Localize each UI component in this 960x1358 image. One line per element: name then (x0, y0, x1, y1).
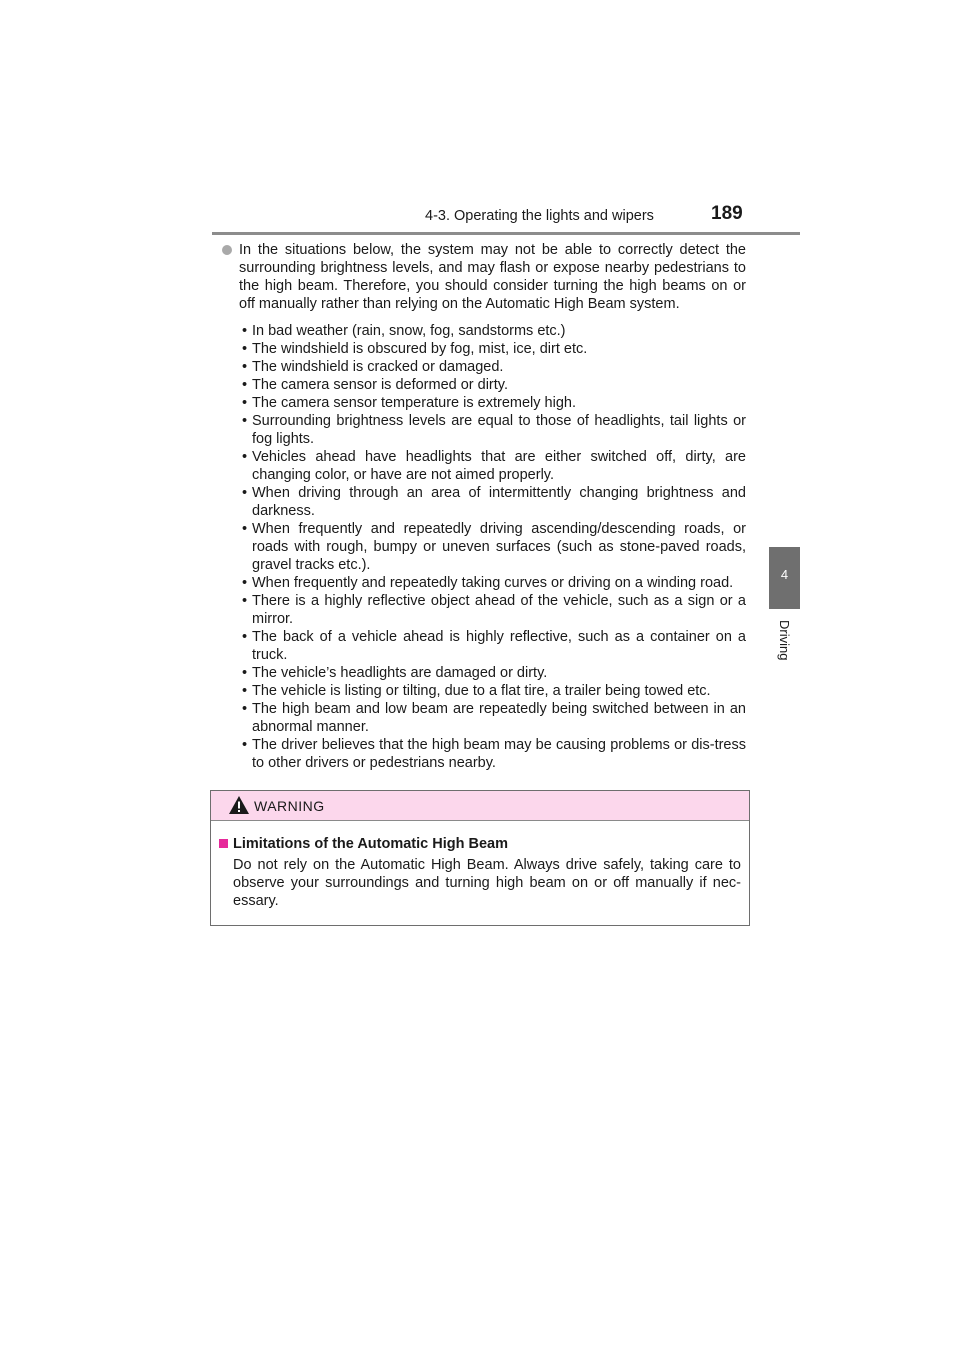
list-item: • Surrounding brightness levels are equal to those of headlights, tail lights or fog lights. (222, 412, 746, 448)
chapter-label: Driving (777, 620, 792, 661)
chapter-tab (769, 547, 800, 609)
list-item: • When frequently and repeatedly taking curves or driving on a winding road. (222, 574, 746, 592)
list-item: • There is a highly reflective object ahead of the vehicle, such as a sign or a mirror. (222, 592, 746, 628)
warning-header (211, 791, 749, 821)
warning-triangle-icon (228, 795, 250, 815)
square-bullet-icon (219, 839, 228, 848)
list-item: • In bad weather (rain, snow, fog, sandstorms etc.) (222, 322, 746, 340)
header-divider (212, 232, 800, 235)
warning-subheading-text: Limitations of the Automatic High Beam (233, 836, 508, 852)
list-item: • The camera sensor temperature is extremely high. (222, 394, 746, 412)
list-item: • The windshield is cracked or damaged. (222, 358, 746, 376)
warning-subheading (219, 835, 741, 853)
intro-text: In the situations below, the system may not be able to correctly detect the surrounding brightness levels, and may flash or expose nearby pedestrians to the high beam. Therefore, you should consider turning the high beams on or off manually rather than relying on the Automatic High Beam system. (239, 242, 746, 312)
intro-paragraph (222, 241, 746, 313)
list-item: • The high beam and low beam are repeatedly being switched between in an abnormal manner. (222, 700, 746, 736)
page-number: 189 (711, 203, 743, 224)
warning-body (211, 821, 749, 910)
conditions-list (222, 322, 746, 772)
warning-label: WARNING (254, 798, 325, 814)
list-item: • When driving through an area of intermittently changing brightness and darkness. (222, 484, 746, 520)
list-item: • The driver believes that the high beam may be causing problems or dis-tress to other drivers or pedestrians nearby. (222, 736, 746, 772)
list-item: • Vehicles ahead have headlights that are either switched off, dirty, are changing color, or have are not aimed properly. (222, 448, 746, 484)
warning-text: Do not rely on the Automatic High Beam. Always drive safely, taking care to observe your surroundings and turning high beam on or off manually if nec-essary. (233, 857, 741, 909)
list-item: • The windshield is obscured by fog, mist, ice, dirt etc. (222, 340, 746, 358)
list-item: • The vehicle’s headlights are damaged or dirty. (222, 664, 746, 682)
section-title: 4-3. Operating the lights and wipers (425, 208, 654, 224)
warning-box (210, 790, 750, 926)
list-item: • The vehicle is listing or tilting, due to a flat tire, a trailer being towed etc. (222, 682, 746, 700)
circle-bullet-icon (222, 245, 232, 255)
list-item: • The back of a vehicle ahead is highly reflective, such as a container on a truck. (222, 628, 746, 664)
list-item: • The camera sensor is deformed or dirty. (222, 376, 746, 394)
list-item: • When frequently and repeatedly driving ascending/descending roads, or roads with rough, bumpy or uneven surfaces (such as stone-paved roads, gravel tracks etc.). (222, 520, 746, 574)
main-content (222, 241, 746, 772)
chapter-number: 4 (780, 567, 789, 582)
